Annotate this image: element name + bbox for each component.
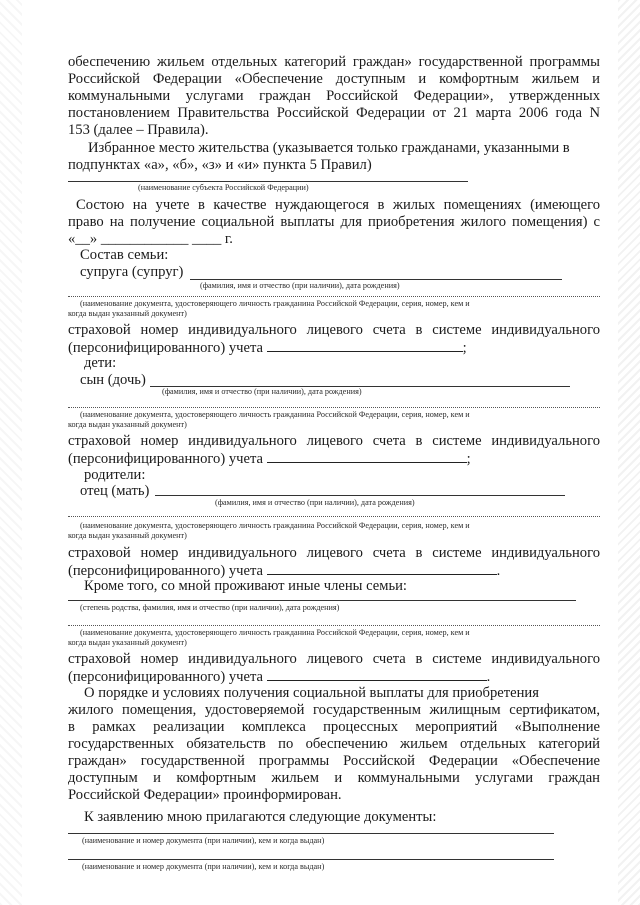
- family-heading: Состав семьи:: [80, 247, 169, 263]
- attachment-1-field[interactable]: [68, 833, 554, 834]
- parent-document-field[interactable]: [68, 516, 600, 517]
- spouse-snils-line-2: (персонифицированного) учета ;: [68, 340, 467, 356]
- other-member-name-field[interactable]: [68, 600, 576, 601]
- residence-line-2: подпунктах «а», «б», «з» и «и» пункта 5 Правил): [68, 157, 372, 173]
- child-snils-line-1: страховой номер индивидуального лицевого счета в системе индивидуального: [68, 433, 600, 449]
- notice-line-5: граждан» государственной программы Российской Федерации «Обеспечение: [68, 753, 600, 769]
- spouse-label: супруга (супруг): [80, 264, 184, 280]
- notice-line-6: доступным и комфортным жильем и коммунальными услугами граждан: [68, 770, 600, 786]
- notice-line-7: Российской Федерации» проинформирован.: [68, 787, 342, 803]
- parent-snils-field[interactable]: [267, 562, 497, 575]
- parent-snils-line-2: (персонифицированного) учета .: [68, 563, 501, 579]
- others-heading: Кроме того, со мной проживают иные члены семьи:: [84, 578, 407, 594]
- other-snils-line-2: (персонифицированного) учета .: [68, 669, 491, 685]
- parent-name-field[interactable]: [155, 495, 565, 496]
- intro-line-1: обеспечению жильем отдельных категорий граждан» государственной программы: [68, 54, 600, 70]
- son-label: сын (дочь): [80, 372, 146, 388]
- other-member-document-field[interactable]: [68, 625, 600, 626]
- other-doc-caption-2: когда выдан указанный документ): [68, 638, 187, 647]
- registered-line-1: Состою на учете в качестве нуждающегося в жилых помещениях (имеющего: [76, 197, 600, 213]
- scan-edge-right: [618, 0, 640, 905]
- attachments-heading: К заявлению мною прилагаются следующие документы:: [84, 809, 437, 825]
- parents-heading: родители:: [84, 467, 146, 483]
- snils-label: (персонифицированного) учета: [68, 451, 263, 467]
- father-label: отец (мать): [80, 483, 150, 499]
- notice-line-1: О порядке и условиях получения социальной выплаты для приобретения: [84, 685, 539, 701]
- spouse-snils-field[interactable]: [267, 339, 463, 352]
- spouse-document-field[interactable]: [68, 296, 600, 297]
- notice-line-2: жилого помещения, удостоверяемой государственным жилищным сертификатом,: [68, 702, 600, 718]
- other-snils-field[interactable]: [267, 668, 487, 681]
- snils-label: (персонифицированного) учета: [68, 340, 263, 356]
- registered-date-line[interactable]: «__» ____________ ____ г.: [68, 231, 233, 247]
- scan-edge-left: [0, 0, 22, 905]
- parent-snils-line-1: страховой номер индивидуального лицевого счета в системе индивидуального: [68, 545, 600, 561]
- spouse-fio-caption: (фамилия, имя и отчество (при наличии), дата рождения): [200, 281, 400, 290]
- attachment-2-field[interactable]: [68, 859, 554, 860]
- spouse-doc-caption-2: когда выдан указанный документ): [68, 309, 187, 318]
- residence-field-line[interactable]: [68, 181, 468, 182]
- notice-line-4: государственных обязательств по обеспечению жильем отдельных категорий: [68, 736, 600, 752]
- attachment-2-caption: (наименование и номер документа (при наличии), кем и когда выдан): [82, 862, 325, 871]
- other-snils-line-1: страховой номер индивидуального лицевого счета в системе индивидуального: [68, 651, 600, 667]
- other-doc-caption-1: (наименование документа, удостоверяющего личность гражданина Российской Федерации, серия, номер, кем и: [80, 628, 470, 637]
- registered-line-2: право на получение социальной выплаты для приобретения жилого помещения) с: [68, 214, 600, 230]
- spouse-snils-line-1: страховой номер индивидуального лицевого счета в системе индивидуального: [68, 322, 600, 338]
- intro-line-2: Российской Федерации «Обеспечение доступным и комфортным жильем и: [68, 71, 600, 87]
- relation-caption: (степень родства, фамилия, имя и отчество (при наличии), дата рождения): [80, 603, 340, 612]
- snils-label: (персонифицированного) учета: [68, 563, 263, 579]
- children-heading: дети:: [84, 355, 117, 371]
- intro-line-5: 153 (далее – Правила).: [68, 122, 209, 138]
- child-snils-field[interactable]: [267, 450, 467, 463]
- child-document-field[interactable]: [68, 407, 600, 408]
- residence-line-1: Избранное место жительства (указывается только гражданами, указанными в: [88, 140, 570, 156]
- subject-caption: (наименование субъекта Российской Федерации): [138, 183, 309, 192]
- notice-line-3: в рамках реализации комплекса процессных мероприятий «Выполнение: [68, 719, 600, 735]
- snils-label: (персонифицированного) учета: [68, 669, 263, 685]
- child-snils-line-2: (персонифицированного) учета ;: [68, 451, 471, 467]
- spouse-name-field[interactable]: [190, 279, 562, 280]
- child-doc-caption-1: (наименование документа, удостоверяющего личность гражданина Российской Федерации, серия, номер, кем и: [80, 410, 470, 419]
- intro-line-3: коммунальными услугами граждан Российской Федерации», утвержденных: [68, 88, 600, 104]
- intro-line-4: постановлением Правительства Российской Федерации от 21 марта 2006 года N: [68, 105, 600, 121]
- parent-doc-caption-2: когда выдан указанный документ): [68, 531, 187, 540]
- spouse-doc-caption-1: (наименование документа, удостоверяющего личность гражданина Российской Федерации, серия, номер, кем и: [80, 299, 470, 308]
- parent-doc-caption-1: (наименование документа, удостоверяющего личность гражданина Российской Федерации, серия, номер, кем и: [80, 521, 470, 530]
- parent-fio-caption: (фамилия, имя и отчество (при наличии), дата рождения): [215, 498, 415, 507]
- child-fio-caption: (фамилия, имя и отчество (при наличии), дата рождения): [162, 387, 362, 396]
- child-doc-caption-2: когда выдан указанный документ): [68, 420, 187, 429]
- attachment-1-caption: (наименование и номер документа (при наличии), кем и когда выдан): [82, 836, 325, 845]
